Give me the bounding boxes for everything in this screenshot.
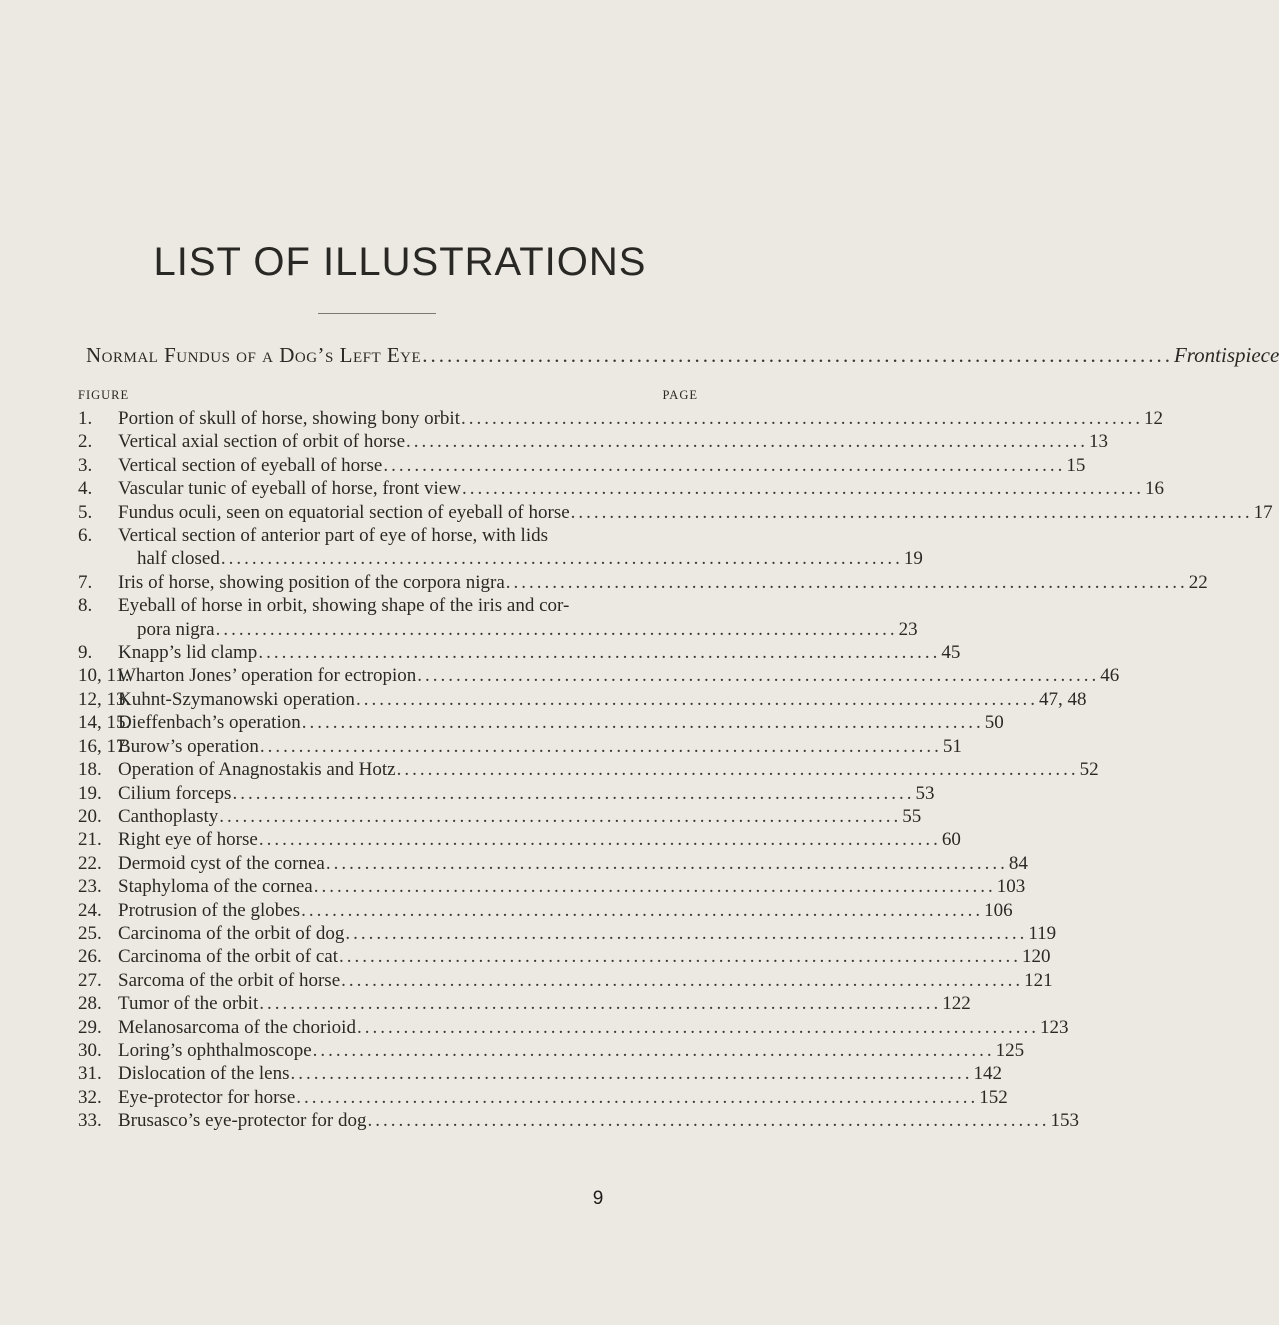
entry-text: Burow’s operation — [118, 735, 259, 757]
frontispiece-entry — [86, 342, 1279, 368]
leader-dots: ........................................................................................ — [258, 829, 941, 851]
entry-text-continued: half closed — [137, 548, 220, 570]
figure-number: 2. — [78, 431, 93, 453]
leader-dots: ........................................................................................ — [341, 969, 1024, 991]
entry-text: Iris of horse, showing position of the corpora nigra — [118, 571, 505, 593]
page-ref: 52 — [1079, 759, 1099, 781]
figure-number: 23. — [78, 876, 102, 898]
page-ref: 103 — [996, 876, 1026, 898]
leader-dots: ........................................................................................ — [461, 478, 1144, 500]
list-item — [78, 852, 1028, 875]
entry-text: Wharton Jones’ operation for ectropion — [118, 665, 417, 687]
list-item — [78, 664, 1120, 687]
leader-dots: ........................................................................................ — [505, 571, 1188, 593]
entry-text: Cilium forceps — [118, 782, 232, 804]
figure-number: 25. — [78, 922, 102, 944]
page-ref: 60 — [941, 829, 961, 851]
figure-number: 3. — [78, 454, 93, 476]
entry-text: Fundus oculi, seen on equatorial section of eyeball of horse — [118, 501, 570, 523]
leader-dots: ........................................................................................ — [367, 1110, 1050, 1132]
list-item — [78, 407, 1163, 430]
list-item — [78, 945, 1051, 968]
leader-dots: ........................................................................................ — [313, 876, 996, 898]
leader-dots: ........................................................................................ — [296, 1086, 979, 1108]
figure-number: 27. — [78, 969, 102, 991]
entry-text: Vertical section of eyeball of horse — [118, 454, 383, 476]
leader-dots: ........................................................................................ — [301, 899, 984, 921]
figure-number: 29. — [78, 1016, 102, 1038]
page-ref: 15 — [1066, 454, 1086, 476]
figure-number: 33. — [78, 1110, 102, 1132]
page-ref: 142 — [973, 1063, 1002, 1085]
page-ref: 50 — [984, 712, 1004, 734]
page-ref: 55 — [902, 805, 922, 827]
figure-number: 24. — [78, 899, 102, 921]
page-ref: 125 — [995, 1039, 1025, 1061]
list-item — [78, 594, 918, 641]
leader-dots: ........................................................................................ — [461, 408, 1143, 429]
leader-dots: ........................................................................................ — [396, 759, 1079, 781]
page-ref: 123 — [1039, 1016, 1069, 1038]
list-item — [78, 922, 1057, 945]
page-ref: 16 — [1144, 478, 1164, 500]
list-item — [78, 1109, 1080, 1132]
list-item — [78, 805, 922, 828]
leader-dots: ........................................................................................ — [383, 454, 1066, 476]
leader-dots: ........................................................................................ — [356, 1016, 1039, 1038]
figure-number: 1. — [78, 408, 93, 429]
list-item — [78, 735, 962, 758]
leader-dots: ........................................................................................ — [345, 922, 1028, 944]
page-ref: 153 — [1050, 1110, 1080, 1132]
list-item — [78, 992, 971, 1015]
entry-text: Eye-protector for horse — [118, 1086, 296, 1108]
column-headers — [78, 388, 698, 403]
frontispiece-label: Normal Fundus of a Dog’s Left Eye — [86, 343, 422, 367]
figure-number: 18. — [78, 759, 102, 781]
list-item — [78, 454, 1086, 477]
leader-dots: ........................................................................................ — [232, 782, 915, 804]
entry-text-continued: pora nigra — [137, 618, 215, 640]
list-item — [78, 477, 1164, 500]
list-item — [78, 875, 1026, 898]
figure-number: 31. — [78, 1063, 102, 1085]
leader-dots: ........................................................................................ — [355, 688, 1038, 710]
entry-text: Right eye of horse — [118, 829, 258, 851]
figure-number: 7. — [78, 571, 93, 593]
leader-dots: ........................................................................................... — [422, 343, 1173, 367]
list-item — [78, 501, 1273, 524]
list-item — [78, 782, 935, 805]
figure-number: 32. — [78, 1086, 102, 1108]
entry-text: Tumor of the orbit — [118, 993, 259, 1015]
list-item — [78, 828, 961, 851]
page-ref: 17 — [1253, 501, 1273, 523]
figure-number: 8. — [78, 595, 93, 617]
entry-text: Vascular tunic of eyeball of horse, front view — [118, 478, 461, 500]
list-item — [78, 758, 1099, 781]
leader-dots: ........................................................................................ — [417, 665, 1100, 687]
entry-text: Knapp’s lid clamp — [118, 642, 258, 664]
entry-text: Vertical section of anterior part of eye of horse, with lids — [118, 525, 548, 547]
leader-dots: ........................................................................................ — [259, 993, 942, 1015]
leader-dots: ........................................................................................ — [215, 618, 898, 640]
figure-number: 20. — [78, 805, 102, 827]
figure-number: 30. — [78, 1039, 102, 1061]
entry-text: Vertical axial section of orbit of horse — [118, 431, 406, 453]
illustrations-list — [78, 407, 1273, 1133]
entry-text: Protrusion of the globes — [118, 899, 301, 921]
figure-number: 12, 13. — [78, 688, 131, 710]
entry-text: Carcinoma of the orbit of cat — [118, 946, 339, 968]
figure-number: 10, 11. — [78, 665, 130, 687]
page-ref: 119 — [1028, 922, 1057, 944]
entry-text: Brusasco’s eye-protector for dog — [118, 1110, 367, 1132]
page-header: PAGE — [662, 388, 698, 402]
leader-dots: ........................................................................................ — [312, 1039, 995, 1061]
entry-text: Canthoplasty — [118, 805, 219, 827]
page-title: LIST OF ILLUSTRATIONS — [153, 240, 647, 284]
list-item — [78, 1016, 1069, 1039]
page-ref: 152 — [979, 1086, 1008, 1108]
figure-number: 5. — [78, 501, 93, 523]
leader-dots: ........................................................................................ — [570, 501, 1253, 523]
leader-dots: ........................................................................................ — [301, 712, 984, 734]
figure-number: 28. — [78, 993, 102, 1015]
page-ref: 53 — [915, 782, 935, 804]
entry-text: Carcinoma of the orbit of dog — [118, 922, 345, 944]
entry-text: Operation of Anagnostakis and Hotz — [118, 759, 396, 781]
entry-text: Melanosarcoma of the chorioid — [118, 1016, 356, 1038]
figure-number: 26. — [78, 946, 102, 968]
entry-text: Kuhnt-Szymanowski operation — [118, 688, 355, 710]
entry-text: Dermoid cyst of the cornea — [118, 852, 325, 874]
leader-dots: ........................................................................................ — [258, 642, 941, 664]
entry-text: Sarcoma of the orbit of horse — [118, 969, 341, 991]
page-ref: 47, 48 — [1038, 688, 1087, 710]
page-ref: 19 — [903, 548, 923, 570]
list-item — [78, 899, 1013, 922]
entry-text: Dieffenbach’s operation — [118, 712, 301, 734]
figure-header: FIGURE — [78, 388, 130, 402]
list-item — [78, 524, 923, 571]
page-ref: 46 — [1100, 665, 1120, 687]
figure-number: 22. — [78, 852, 102, 874]
page-ref: 22 — [1188, 571, 1208, 593]
list-item — [78, 1086, 1008, 1109]
page-ref: 120 — [1022, 946, 1051, 968]
title-divider — [318, 313, 436, 314]
list-item — [78, 1039, 1025, 1062]
figure-number: 21. — [78, 829, 102, 851]
list-item — [78, 688, 1087, 711]
page-ref: 122 — [942, 993, 971, 1015]
page-ref: 121 — [1024, 969, 1053, 991]
page-ref: 45 — [941, 642, 961, 664]
page-ref: 84 — [1008, 852, 1028, 874]
leader-dots: ........................................................................................ — [339, 946, 1022, 968]
figure-number: 9. — [78, 642, 93, 664]
leader-dots: ........................................................................................ — [325, 852, 1008, 874]
page-ref: 12 — [1144, 408, 1163, 429]
list-item — [78, 969, 1053, 992]
list-item — [78, 1062, 1002, 1085]
frontispiece-page: Frontispiece — [1173, 343, 1279, 367]
leader-dots: ........................................................................................ — [219, 805, 902, 827]
leader-dots: ........................................................................................ — [290, 1063, 973, 1085]
list-item — [78, 711, 1004, 734]
figure-number: 6. — [78, 525, 93, 547]
entry-text: Portion of skull of horse, showing bony orbit — [118, 408, 460, 429]
list-item — [78, 641, 961, 664]
entry-text: Eyeball of horse in orbit, showing shape of the iris and cor- — [118, 595, 570, 617]
figure-number: 16, 17. — [78, 735, 131, 757]
entry-text: Staphyloma of the cornea — [118, 876, 313, 898]
page-ref: 13 — [1089, 431, 1109, 453]
page-ref: 23 — [898, 618, 918, 640]
page-number: 9 — [592, 1188, 604, 1209]
figure-number: 4. — [78, 478, 93, 500]
entry-text: Loring’s ophthalmoscope — [118, 1039, 312, 1061]
figure-number: 14, 15. — [78, 712, 131, 734]
page-ref: 106 — [984, 899, 1013, 921]
entry-text: Dislocation of the lens — [118, 1063, 290, 1085]
leader-dots: ........................................................................................ — [220, 548, 903, 570]
list-item — [78, 430, 1109, 453]
list-item — [78, 571, 1208, 594]
figure-number: 19. — [78, 782, 102, 804]
leader-dots: ........................................................................................ — [406, 431, 1089, 453]
leader-dots: ........................................................................................ — [259, 735, 942, 757]
page-ref: 51 — [942, 735, 962, 757]
